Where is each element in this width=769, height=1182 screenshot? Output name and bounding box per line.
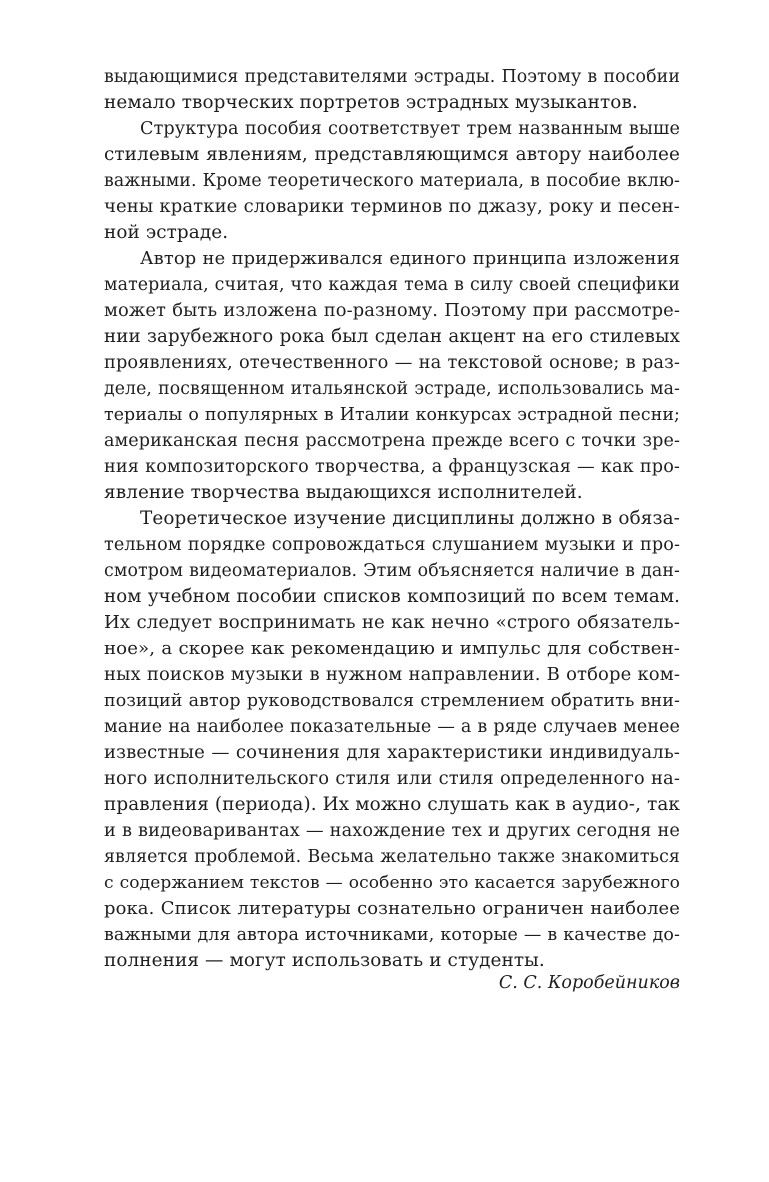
page-body bbox=[104, 64, 680, 974]
text-line: известные — сочинения для характеристики индивидуаль- bbox=[104, 742, 680, 763]
text-line: немало творческих портретов эстрадных музыкантов. bbox=[104, 92, 638, 113]
text-line: смотром видеоматериалов. Этим объясняется наличие в дан- bbox=[104, 561, 680, 581]
text-line: деле, посвященном итальянской эстраде, использовались ма- bbox=[104, 379, 680, 399]
text-line: важными. Кроме теоретического материала, в пособие вклю- bbox=[104, 171, 680, 191]
text-line: важными для автора источниками, которые — в качестве до- bbox=[104, 925, 680, 945]
text-line: и в видеоваривантах — нахождение тех и других сегодня не bbox=[104, 821, 680, 841]
text-line: полнения — могут использовать и студенты. bbox=[104, 950, 545, 971]
text-line: ных поисков музыки в нужном направлении. В отборе ком- bbox=[104, 664, 680, 685]
text-line: является проблемой. Весьма желательно также знакомиться bbox=[104, 847, 680, 867]
paragraph-2 bbox=[104, 116, 680, 246]
text-line: с содержанием текстов — особенно это касается зарубежного bbox=[104, 873, 680, 893]
text-line: териалы о популярных в Италии конкурсах эстрадной песни; bbox=[104, 405, 680, 425]
text-line: Теоретическое изучение дисциплины должно в обяза- bbox=[140, 508, 680, 529]
text-line: ного исполнительского стиля или стиля определенного на- bbox=[104, 768, 680, 789]
text-line: Автор не придерживался единого принципа изложения bbox=[140, 248, 680, 269]
text-line: американская песня рассмотрена прежде всего с точки зре- bbox=[104, 431, 680, 451]
paragraph-3 bbox=[104, 246, 680, 506]
text-line: стилевым явлениям, представляющимся автору наиболее bbox=[104, 144, 680, 165]
text-line: ное», а скорее как рекомендацию и импульс для собствен- bbox=[104, 638, 680, 659]
paragraph-1 bbox=[104, 64, 680, 116]
text-line: ния композиторского творчества, а французская — как про- bbox=[104, 457, 680, 477]
text-line: Их следует воспринимать не как нечно «строго обязатель- bbox=[104, 612, 680, 633]
text-line: проявлениях, отечественного — на текстовой основе; в раз- bbox=[104, 352, 680, 373]
text-line: ной эстраде. bbox=[104, 222, 229, 243]
text-line: явление творчества выдающихся исполнителей. bbox=[104, 482, 583, 503]
text-line: тельном порядке сопровождаться слушанием музыки и про- bbox=[104, 535, 680, 555]
paragraph-4 bbox=[104, 506, 680, 974]
text-line: Структура пособия соответствует трем названным выше bbox=[140, 119, 680, 139]
text-line: может быть изложена по-разному. Поэтому при рассмотре- bbox=[104, 300, 680, 321]
text-line: правления (периода). Их можно слушать как в аудио-, так bbox=[104, 794, 680, 815]
text-line: мание на наиболее показательные — а в ряде случаев менее bbox=[104, 717, 680, 737]
text-line: чены краткие словарики терминов по джазу, року и песен- bbox=[104, 196, 680, 217]
text-line: нии зарубежного рока был сделан акцент на его стилевых bbox=[104, 326, 680, 347]
text-line: рока. Список литературы сознательно ограничен наиболее bbox=[104, 898, 680, 919]
text-line: выдающимися представителями эстрады. Поэтому в пособии bbox=[104, 67, 680, 87]
text-line: материала, считая, что каждая тема в силу своей специфики bbox=[104, 275, 680, 295]
author-signature: С. С. Коробейников bbox=[498, 973, 680, 993]
text-line: ном учебном пособии списков композиций по всем темам. bbox=[104, 586, 680, 607]
text-line: позиций автор руководствовался стремлением обратить вни- bbox=[104, 691, 680, 711]
